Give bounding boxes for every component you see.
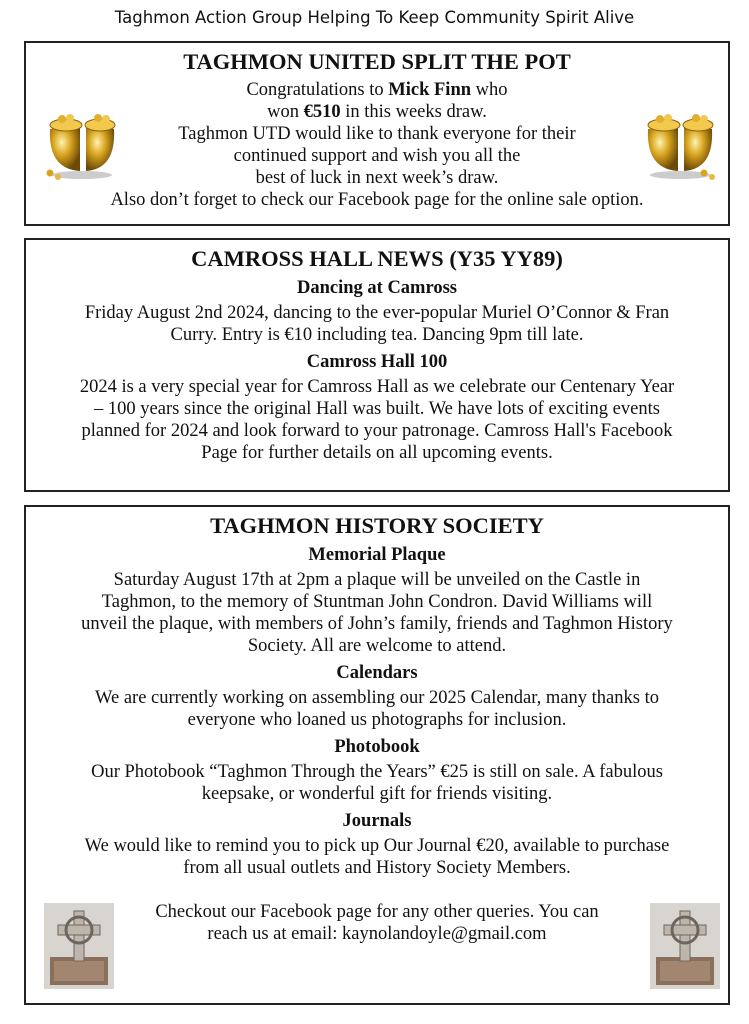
hall-100-text <box>26 376 728 464</box>
history-title: TAGHMON HISTORY SOCIETY <box>210 513 544 538</box>
hall-100-line-4: Page for further details on all upcoming events. <box>201 443 553 463</box>
plaque-line-4: Society. All are welcome to attend. <box>247 636 507 656</box>
congrats-line <box>34 79 720 101</box>
camross-title: CAMROSS HALL NEWS (Y35 YY89) <box>191 246 563 271</box>
journals-heading: Journals <box>342 811 412 831</box>
photobook-line-2: keepsake, or wonderful gift for friends visiting. <box>201 784 553 804</box>
plaque-line-1: Saturday August 17th at 2pm a plaque will be unveiled on the Castle in <box>113 570 641 590</box>
page-header: Taghmon Action Group Helping To Keep Community Spirit Alive <box>114 8 635 27</box>
thanks-line-3: best of luck in next week’s draw. <box>255 168 499 188</box>
dancing-line-2: Curry. Entry is €10 including tea. Dancing 9pm till late. <box>170 325 584 345</box>
hall-100-line-2: – 100 years since the original Hall was built. We have lots of exciting events <box>94 399 660 419</box>
congrats-suffix: who <box>471 80 508 100</box>
winnings-prefix: won <box>267 102 304 122</box>
hall-100-heading: Camross Hall 100 <box>306 352 448 372</box>
facebook-reminder-line: Also don’t forget to check our Facebook page for the online sale option. <box>110 190 644 210</box>
split-the-pot-box <box>24 41 730 226</box>
photobook-text <box>26 761 728 805</box>
calendars-line-2: everyone who loaned us photographs for inclusion. <box>187 710 567 730</box>
dancing-heading: Dancing at Camross <box>297 278 457 298</box>
pot-of-gold-icon <box>638 99 722 183</box>
celtic-cross-plaque-icon <box>44 903 114 989</box>
thanks-line-2: continued support and wish you all the <box>233 146 521 166</box>
dancing-text <box>26 302 728 346</box>
split-the-pot-text <box>26 79 728 211</box>
photobook-line-1: Our Photobook “Taghmon Through the Years” €25 is still on sale. A fabulous <box>91 762 663 782</box>
thanks-line-1: Taghmon UTD would like to thank everyone for their <box>178 124 576 144</box>
hall-100-line-3: planned for 2024 and look forward to your patronage. Camross Hall's Facebook <box>81 421 673 441</box>
hall-100-line-1: 2024 is a very special year for Camross Hall as we celebrate our Centenary Year <box>79 377 675 397</box>
photobook-heading: Photobook <box>334 737 420 757</box>
dancing-line-1: Friday August 2nd 2024, dancing to the ever-popular Muriel O’Connor & Fran <box>84 303 670 323</box>
split-the-pot-title: TAGHMON UNITED SPLIT THE POT <box>183 49 571 74</box>
journals-line-2: from all usual outlets and History Society Members. <box>183 858 571 878</box>
calendars-heading: Calendars <box>336 663 418 683</box>
contact-line-1: Checkout our Facebook page for any other queries. You can <box>155 902 599 922</box>
plaque-heading: Memorial Plaque <box>308 545 446 565</box>
plaque-line-2: Taghmon, to the memory of Stuntman John Condron. David Williams will <box>101 592 653 612</box>
calendars-line-1: We are currently working on assembling our 2025 Calendar, many thanks to <box>95 688 659 708</box>
contact-line-2: reach us at email: kaynolandoyle@gmail.com <box>207 924 547 944</box>
plaque-text <box>26 569 728 657</box>
celtic-cross-plaque-icon <box>650 903 720 989</box>
history-society-box <box>24 505 730 1005</box>
calendars-text <box>26 687 728 731</box>
camross-hall-box <box>24 238 730 492</box>
plaque-line-3: unveil the plaque, with members of John’s family, friends and Taghmon History <box>81 614 673 634</box>
congrats-text: Congratulations to <box>246 80 389 100</box>
pot-of-gold-icon <box>40 99 124 183</box>
journals-line-1: We would like to remind you to pick up Our Journal €20, available to purchase <box>84 836 670 856</box>
winner-name: Mick Finn <box>388 80 472 100</box>
winnings-amount: €510 <box>303 102 341 122</box>
winnings-suffix: in this weeks draw. <box>340 102 487 122</box>
contact-text <box>26 901 728 945</box>
journals-text <box>26 835 728 879</box>
winnings-line <box>34 101 720 123</box>
